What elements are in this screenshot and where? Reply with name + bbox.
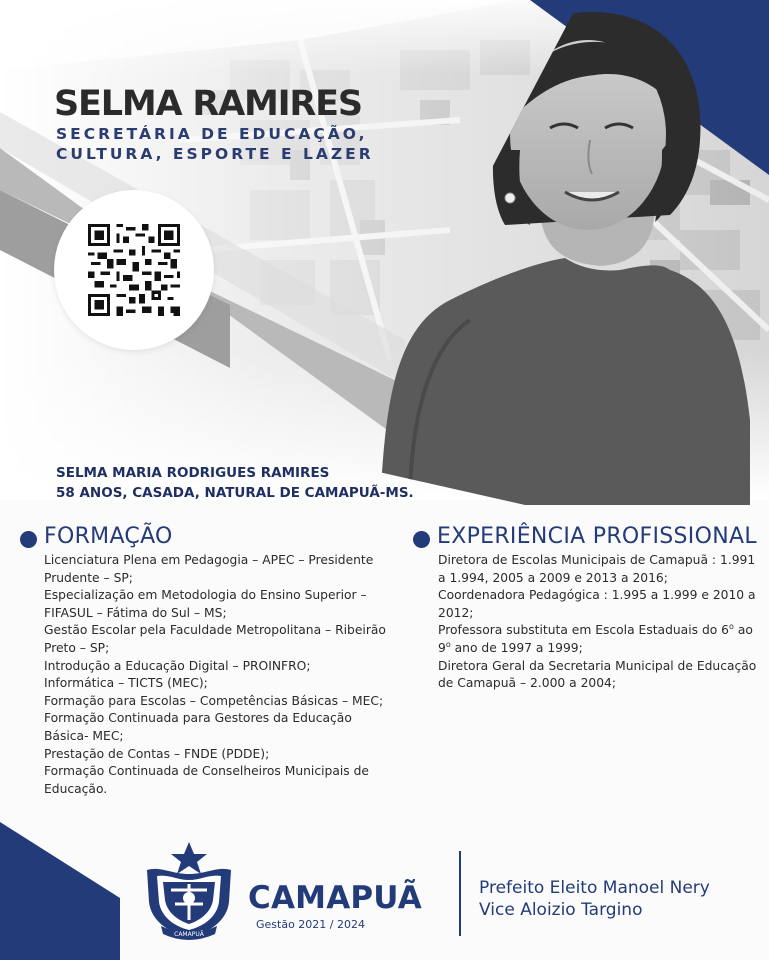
- list-item: Licenciatura Plena em Pedagogia – APEC – Presidente Prudente – SP;: [44, 553, 374, 585]
- mayor-name: Prefeito Eleito Manoel Nery: [479, 878, 710, 898]
- role-line: SECRETÁRIA DE EDUCAÇÃO,: [56, 125, 368, 143]
- qr-code-icon[interactable]: [88, 224, 180, 316]
- list-item: Formação Continuada de Conselheiros Municipais de Educação.: [44, 764, 369, 796]
- vice-name: Vice Aloizio Targino: [479, 900, 643, 920]
- term-label: Gestão 2021 / 2024: [256, 918, 365, 931]
- footer-divider: [459, 851, 461, 936]
- experiencia-section: [413, 526, 763, 693]
- role-line: CULTURA, ESPORTE E LAZER: [56, 145, 374, 163]
- crest-label: CAMAPUÃ: [174, 931, 204, 938]
- section-title: EXPERIÊNCIA PROFISSIONAL: [437, 524, 757, 549]
- list-item: Introdução a Educação Digital – PROINFRO;: [44, 658, 311, 673]
- experiencia-list: [438, 552, 760, 693]
- brand-name: CAMAPUÃ: [248, 880, 422, 916]
- formacao-list: [44, 552, 394, 798]
- bullet-dot-icon: [20, 531, 37, 548]
- qr-code-badge: [54, 190, 214, 350]
- list-item: Gestão Escolar pela Faculdade Metropolitana – Ribeirão Preto – SP;: [44, 623, 386, 655]
- footer-navy-shape: [0, 822, 120, 960]
- list-item: [438, 622, 760, 657]
- text-part: Professora substituta em Escola Estaduais do 6: [438, 623, 730, 638]
- list-item: Diretora Geral da Secretaria Municipal de Educação de Camapuã – 2.000 a 2004;: [438, 658, 757, 691]
- camapua-crest-icon: [141, 840, 237, 942]
- list-item: Prestação de Contas – FNDE (PDDE);: [44, 746, 270, 761]
- mayor-credits: [479, 877, 710, 921]
- page-title: SELMA RAMIRES: [54, 84, 362, 124]
- list-item: Diretora de Escolas Municipais de Camapuã : 1.991 a 1.994, 2005 a 2009 e 2013 a 2016;: [438, 553, 756, 585]
- list-item: Especialização em Metodologia do Ensino Superior – FIFASUL – Fátima do Sul – MS;: [44, 588, 367, 620]
- section-title: FORMAÇÃO: [44, 524, 173, 549]
- bio: [56, 463, 414, 503]
- list-item: Coordenadora Pedagógica : 1.995 a 1.999 e 2010 a 2012;: [438, 588, 756, 620]
- role-title: [56, 124, 374, 164]
- list-item: Formação para Escolas – Competências Básicas – MEC;: [44, 693, 384, 708]
- list-item: Formação Continuada para Gestores da Educação Básica- MEC;: [44, 711, 352, 743]
- text-part: ao 9: [438, 623, 753, 655]
- portrait-photo: [370, 0, 769, 505]
- formacao-section: [20, 526, 390, 798]
- text-part: ano de 1997 a 1999;: [450, 640, 583, 655]
- personal-details: 58 ANOS, CASADA, NATURAL DE CAMAPUÃ-MS.: [56, 485, 414, 501]
- ordinal-mark: o: [445, 639, 451, 649]
- ordinal-mark: o: [729, 622, 734, 632]
- full-name: SELMA MARIA RODRIGUES RAMIRES: [56, 465, 330, 481]
- bullet-dot-icon: [413, 531, 430, 548]
- list-item: Informática – TICTS (MEC);: [44, 676, 208, 691]
